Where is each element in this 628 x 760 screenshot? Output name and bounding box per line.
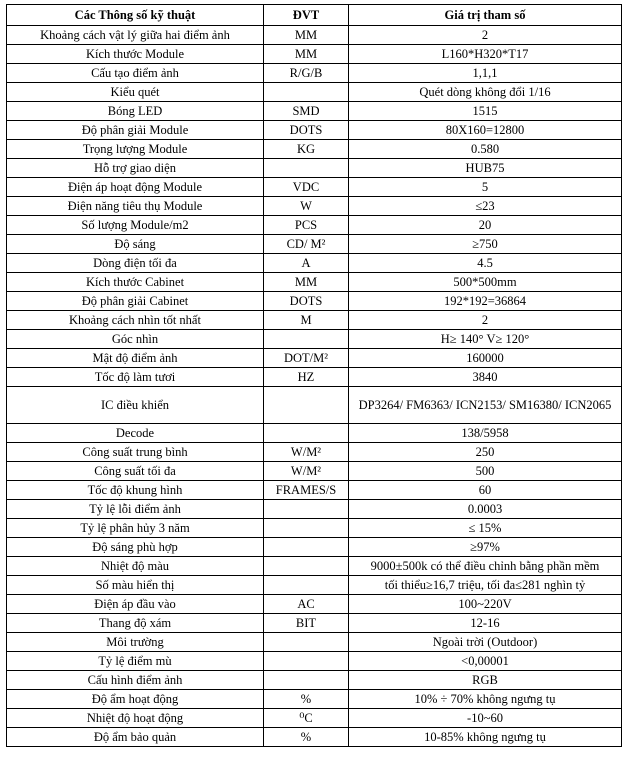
table-row [7,64,622,83]
table-row [7,330,622,349]
table-row [7,292,622,311]
param-cell: IC điều khiển [7,387,264,424]
unit-cell [264,83,349,102]
unit-cell: M [264,311,349,330]
param-cell: Khoảng cách vật lý giữa hai điểm ảnh [7,26,264,45]
unit-cell: AC [264,595,349,614]
unit-cell [264,576,349,595]
value-cell: 500*500mm [349,273,622,292]
param-cell: Độ sáng [7,235,264,254]
value-cell: 138/5958 [349,424,622,443]
unit-cell: VDC [264,178,349,197]
table-row [7,519,622,538]
unit-cell [264,538,349,557]
table-row [7,102,622,121]
param-cell: Tỷ lệ điểm mù [7,652,264,671]
value-cell: 160000 [349,349,622,368]
param-cell: Độ phân giải Module [7,121,264,140]
unit-cell [264,387,349,424]
table-header-row [7,5,622,26]
value-cell: 2 [349,26,622,45]
table-row [7,121,622,140]
unit-cell [264,652,349,671]
value-cell: 10% ÷ 70% không ngưng tụ [349,690,622,709]
value-cell: 20 [349,216,622,235]
value-cell: <0,00001 [349,652,622,671]
value-cell: DP3264/ FM6363/ ICN2153/ SM16380/ ICN2065 [349,387,622,424]
param-cell: Độ ẩm bảo quản [7,728,264,747]
value-cell: ≤23 [349,197,622,216]
value-cell: H≥ 140° V≥ 120° [349,330,622,349]
value-cell: 3840 [349,368,622,387]
param-cell: Cấu hình điểm ảnh [7,671,264,690]
table-row [7,26,622,45]
unit-cell: HZ [264,368,349,387]
unit-cell [264,633,349,652]
table-row [7,652,622,671]
unit-cell: MM [264,273,349,292]
value-cell: HUB75 [349,159,622,178]
table-row [7,500,622,519]
unit-cell: A [264,254,349,273]
value-cell: 250 [349,443,622,462]
table-row [7,235,622,254]
table-row [7,576,622,595]
value-cell: 0.0003 [349,500,622,519]
unit-cell [264,500,349,519]
table-row [7,197,622,216]
value-cell: Quét dòng không đổi 1/16 [349,83,622,102]
table-row [7,481,622,500]
unit-cell: DOTS [264,292,349,311]
param-cell: Thang độ xám [7,614,264,633]
unit-cell: KG [264,140,349,159]
param-cell: Cấu tạo điểm ảnh [7,64,264,83]
param-cell: Trọng lượng Module [7,140,264,159]
table-row [7,614,622,633]
param-cell: Độ ẩm hoạt động [7,690,264,709]
param-cell: Kiểu quét [7,83,264,102]
unit-cell [264,424,349,443]
header-param: Các Thông số kỹ thuật [7,5,264,26]
value-cell: ≥97% [349,538,622,557]
param-cell: Tốc độ khung hình [7,481,264,500]
table-row [7,671,622,690]
unit-cell: W/M² [264,462,349,481]
unit-cell: DOTS [264,121,349,140]
value-cell: 1515 [349,102,622,121]
value-cell: L160*H320*T17 [349,45,622,64]
param-cell: Nhiệt độ hoạt động [7,709,264,728]
table-row [7,538,622,557]
value-cell: 500 [349,462,622,481]
param-cell: Tỷ lệ lỗi điểm ảnh [7,500,264,519]
table-row [7,462,622,481]
table-row [7,140,622,159]
unit-cell [264,519,349,538]
table-row [7,83,622,102]
spec-table [6,4,622,747]
unit-cell: CD/ M² [264,235,349,254]
table-row [7,311,622,330]
unit-cell: BIT [264,614,349,633]
table-row [7,728,622,747]
table-row [7,443,622,462]
table-row [7,424,622,443]
unit-cell [264,557,349,576]
value-cell: -10~60 [349,709,622,728]
value-cell: 1,1,1 [349,64,622,83]
param-cell: Kích thước Module [7,45,264,64]
param-cell: Môi trường [7,633,264,652]
value-cell: ≥750 [349,235,622,254]
value-cell: 10-85% không ngưng tụ [349,728,622,747]
unit-cell: MM [264,45,349,64]
param-cell: Nhiệt độ màu [7,557,264,576]
unit-cell: % [264,690,349,709]
unit-cell: % [264,728,349,747]
param-cell: Số lượng Module/m2 [7,216,264,235]
param-cell: Decode [7,424,264,443]
value-cell: 100~220V [349,595,622,614]
param-cell: Công suất tối đa [7,462,264,481]
param-cell: Điện áp hoạt động Module [7,178,264,197]
value-cell: 9000±500k có thể điều chỉnh bằng phần mềm [349,557,622,576]
table-row [7,595,622,614]
unit-cell: DOT/M² [264,349,349,368]
value-cell: RGB [349,671,622,690]
table-row [7,216,622,235]
unit-cell: R/G/B [264,64,349,83]
param-cell: Độ sáng phù hợp [7,538,264,557]
param-cell: Tỷ lệ phân hủy 3 năm [7,519,264,538]
unit-cell: W/M² [264,443,349,462]
unit-cell [264,330,349,349]
value-cell: 60 [349,481,622,500]
table-row [7,273,622,292]
table-row [7,159,622,178]
unit-cell: ⁰C [264,709,349,728]
table-row [7,349,622,368]
param-cell: Công suất trung bình [7,443,264,462]
param-cell: Hỗ trợ giao diện [7,159,264,178]
table-row [7,387,622,424]
table-row [7,368,622,387]
value-cell: 5 [349,178,622,197]
param-cell: Góc nhìn [7,330,264,349]
table-row [7,690,622,709]
param-cell: Số màu hiển thị [7,576,264,595]
param-cell: Điện năng tiêu thụ Module [7,197,264,216]
header-value: Giá trị tham số [349,5,622,26]
value-cell: 12-16 [349,614,622,633]
param-cell: Khoảng cách nhìn tốt nhất [7,311,264,330]
param-cell: Kích thước Cabinet [7,273,264,292]
table-row [7,633,622,652]
unit-cell [264,671,349,690]
unit-cell: MM [264,26,349,45]
table-row [7,45,622,64]
value-cell: Ngoài trời (Outdoor) [349,633,622,652]
unit-cell: FRAMES/S [264,481,349,500]
table-row [7,709,622,728]
param-cell: Dòng điện tối đa [7,254,264,273]
value-cell: 0.580 [349,140,622,159]
param-cell: Độ phân giải Cabinet [7,292,264,311]
header-unit: ĐVT [264,5,349,26]
unit-cell [264,159,349,178]
param-cell: Tốc độ làm tươi [7,368,264,387]
value-cell: 192*192=36864 [349,292,622,311]
unit-cell: W [264,197,349,216]
spec-table-body [7,26,622,747]
unit-cell: SMD [264,102,349,121]
unit-cell: PCS [264,216,349,235]
table-row [7,254,622,273]
table-row [7,178,622,197]
value-cell: 2 [349,311,622,330]
param-cell: Mật độ điểm ảnh [7,349,264,368]
param-cell: Điện áp đầu vào [7,595,264,614]
value-cell: 4.5 [349,254,622,273]
value-cell: 80X160=12800 [349,121,622,140]
table-row [7,557,622,576]
param-cell: Bóng LED [7,102,264,121]
value-cell: tối thiểu≥16,7 triệu, tối đa≤281 nghìn tỷ [349,576,622,595]
value-cell: ≤ 15% [349,519,622,538]
